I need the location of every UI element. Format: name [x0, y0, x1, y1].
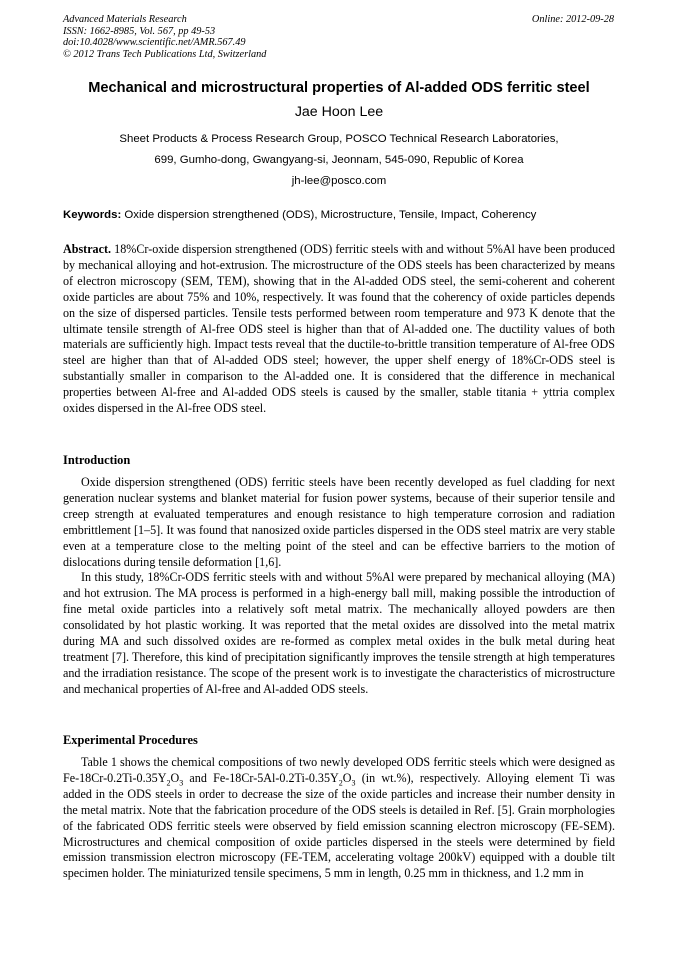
- abstract-label: Abstract.: [63, 242, 112, 256]
- introduction-body: [63, 475, 615, 698]
- journal-meta: [63, 14, 266, 60]
- experimental-heading: Experimental Procedures: [63, 733, 198, 747]
- introduction-paragraph-2: In this study, 18%Cr-ODS ferritic steels with and without 5%Al were prepared by mechanical alloying (MA) and hot extrusion. The MA process is performed in a high-energy ball mill, making possible the introduction of fine metal oxide particles into a relatively soft metal matrix. The mechanically alloyed powders are then consolidated by hot plastic working. It was reported that the metal oxides are dissolved into the metal matrix during MA and such dissolved oxides are re-formed as complex metal oxides in the bulk metal during heat treatment [7]. Therefore, this kind of precipitation significantly improves the tensile strength at high temperatures and the irradiation resistance. The scope of the present work is to investigate the characteristics of microstructure and mechanical properties of Al-free and Al-added ODS steels.: [63, 570, 615, 696]
- doi-line: doi:10.4028/www.scientific.net/AMR.567.49: [63, 37, 246, 49]
- journal-name: Advanced Materials Research: [63, 14, 187, 25]
- introduction-paragraph-1: Oxide dispersion strengthened (ODS) ferritic steels have been recently developed as fuel cladding for next generation nuclear systems and blanket material for fusion power systems, because of their superior tensile and creep strength at evaluated temperatures and enough resistance to high temperature corrosion and radiation embrittlement [1–5]. It was found that nanosized oxide particles dispersed in the ODS steel matrix are very stable even at a temperature close to the melting point of the steel and can be effective barriers to the motion of dislocations during tensile deformation [1,6].: [63, 475, 615, 569]
- experimental-paragraph-1: Table 1 shows the chemical compositions of two newly developed ODS ferritic steels which were designed as $Fe-18Cr-0.2Ti-0.35Y_2O_3$ and $Fe-18Cr-5Al-0.2Ti-0.35Y_2O_3$ (in wt.%), respectively. Alloying element Ti was added in the ODS steels in order to decrease the size of the oxide particles and increase their number density in the metal matrix. Note that the fabrication procedure of the ODS steels is detailed in Ref. [5]. Grain morphologies of the fabricated ODS ferritic steels were observed by field emission scanning electron microscopy (FE-SEM). Microstructures and chemical composition of oxide particles dispersed in the steels were determined by field emission transmission electron microscopy (FE-TEM, accelerating voltage 200kV) equipped with a double tilt specimen holder. The miniaturized tensile specimens, 5 mm in length, 0.25 mm in thickness, and 1.2 mm in: [63, 755, 615, 881]
- issn-line: ISSN: 1662-8985, Vol. 567, pp 49-53: [63, 25, 216, 37]
- affiliation-line-2: 699, Gumho-dong, Gwangyang-si, Jeonnam, 545-090, Republic of Korea: [154, 154, 524, 166]
- keywords: [63, 209, 615, 221]
- copyright-line: © 2012 Trans Tech Publications Ltd, Switzerland: [63, 48, 267, 60]
- keywords-text: Oxide dispersion strengthened (ODS), Microstructure, Tensile, Impact, Coherency: [124, 209, 537, 221]
- author-email: jh-lee@posco.com: [291, 175, 387, 187]
- introduction-heading: Introduction: [63, 453, 131, 467]
- abstract: [63, 242, 615, 417]
- online-date: Online: 2012-09-28: [531, 14, 614, 25]
- paper-title: Mechanical and microstructural properties of Al-added ODS ferritic steel: [88, 80, 590, 96]
- affiliation-line-1: Sheet Products & Process Research Group, POSCO Technical Research Laboratories,: [119, 133, 559, 145]
- abstract-text: 18%Cr-oxide dispersion strengthened (ODS) ferritic steels with and without 5%Al have been produced by mechanical alloying and hot-extrusion. The microstructure of the ODS steels has been characterized by means of electron microscopy (SEM, TEM), showing that in the Al-added ODS steel, the semi-coherent and coherent oxide particles are about 75% and 10%, respectively. It was found that the coherency of oxide particles depends on the size of dispersed particles. Tensile tests performed between room temperature and 973 K denote that the ultimate tensile strength of Al-free ODS steel is higher than that of Al-added one. The ductility values of both materials are sufficiently high. Impact tests reveal that the ductile-to-brittle transition temperature of Al-free ODS steel are higher than that of Al-added ODS steel; however, the upper shelf energy of 18%Cr-ODS steel is substantially smaller in comparison to the Al-added one. It is considered that the difference in mechanical properties between Al-free and Al-added ODS steels is caused by the smaller, stable titania + yttria complex oxides dispersed in the Al-free ODS steel.: [63, 242, 615, 416]
- author-name: Jae Hoon Lee: [294, 104, 384, 120]
- keywords-label: Keywords:: [63, 209, 122, 221]
- experimental-body: [63, 755, 615, 882]
